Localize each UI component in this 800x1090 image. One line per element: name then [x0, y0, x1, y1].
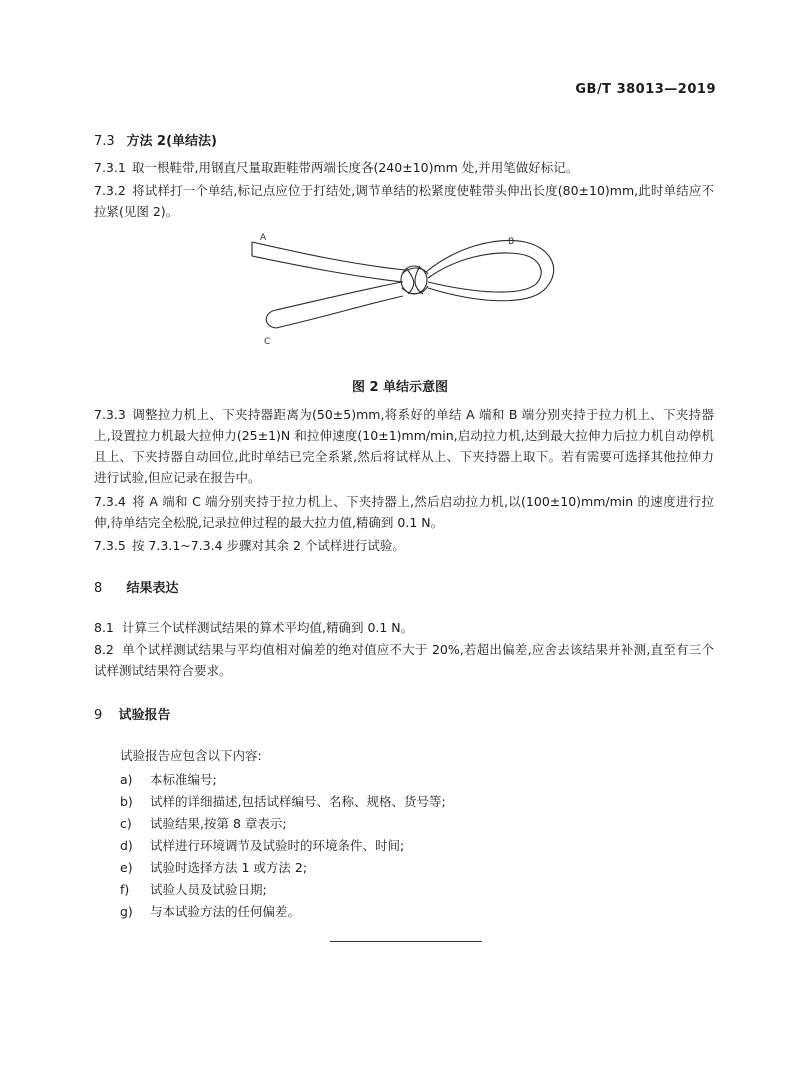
- paragraph-7-3-2: [94, 180, 714, 222]
- section-title: 方法 2(单结法): [126, 134, 217, 149]
- paragraph-8-1: [94, 617, 714, 638]
- clause-text: 取一根鞋带,用钢直尺量取距鞋带两端长度各(240±10)mm 处,并用笔做好标记。: [132, 160, 579, 175]
- clause-text: 调整拉力机上、下夹持器距离为(50±5)mm,将系好的单结 A 端和 B 端分别夹持于拉力机上、下夹持器上,设置拉力机最大拉伸力(25±1)N 和拉伸速度(10±1)mm/min,启动拉力机,达到最大拉伸力后拉力机自动停机且上、下夹持器自动回位,此时单结已完全系紧,然后将试样从上、下夹持器上取下。若有需要可选择其他拉伸力进行试验,但应记录在报告中。: [94, 407, 714, 485]
- clause-number: 8.2: [94, 642, 114, 657]
- report-intro: 试验报告应包含以下内容:: [120, 748, 262, 763]
- clause-text: 按 7.3.1~7.3.4 步骤对其余 2 个试样进行试验。: [132, 538, 405, 553]
- report-item-marker: e): [120, 860, 133, 875]
- report-item-text: 试样进行环境调节及试验时的环境条件、时间;: [150, 838, 405, 853]
- report-item: [120, 770, 217, 788]
- clause-text: 将 A 端和 C 端分别夹持于拉力机上、下夹持器上,然后启动拉力机,以(100±10)mm/min 的速度进行拉伸,待单结完全松脱,记录拉伸过程的最大拉力值,精确到 0.1 N。: [94, 494, 714, 530]
- label-a: A: [260, 233, 267, 243]
- report-item: [120, 902, 300, 920]
- report-item-text: 试样的详细描述,包括试样编号、名称、规格、货号等;: [150, 794, 446, 809]
- section-number: 7.3: [94, 134, 115, 149]
- section-9-heading: [94, 704, 171, 723]
- paragraph-7-3-4: [94, 491, 714, 533]
- report-item-text: 试验人员及试验日期;: [150, 882, 267, 897]
- report-item: [120, 858, 307, 876]
- report-item: [120, 836, 404, 854]
- section-title: 结果表达: [126, 581, 179, 596]
- report-item-marker: f): [120, 882, 130, 897]
- section-7-3-heading: [94, 130, 217, 149]
- clause-text: 将试样打一个单结,标记点应位于打结处,调节单结的松紧度使鞋带头伸出长度(80±10)mm,此时单结应不拉紧(见图 2)。: [94, 183, 714, 219]
- end-rule: [330, 941, 482, 942]
- clause-number: 7.3.5: [94, 538, 126, 553]
- paragraph-7-3-3: [94, 404, 714, 488]
- report-item-marker: d): [120, 838, 133, 853]
- report-item: [120, 880, 267, 898]
- report-item-marker: c): [120, 816, 132, 831]
- clause-text: 计算三个试样测试结果的算术平均值,精确到 0.1 N。: [122, 620, 414, 635]
- label-b: B: [508, 237, 515, 247]
- section-title: 试验报告: [118, 708, 171, 723]
- clause-number: 7.3.1: [94, 160, 126, 175]
- report-item-marker: g): [120, 904, 133, 919]
- clause-number: 7.3.3: [94, 407, 126, 422]
- clause-number: 7.3.4: [94, 494, 126, 509]
- paragraph-8-2: [94, 639, 714, 681]
- section-number: 9: [94, 708, 103, 723]
- standard-number: GB/T 38013—2019: [575, 82, 716, 97]
- section-number: 8: [94, 581, 103, 596]
- report-item: [120, 814, 287, 832]
- report-item-marker: b): [120, 794, 133, 809]
- report-item-text: 试验时选择方法 1 或方法 2;: [150, 860, 308, 875]
- clause-text: 单个试样测试结果与平均值相对偏差的绝对值应不大于 20%,若超出偏差,应舍去该结果并补测,直至有三个试样测试结果符合要求。: [94, 642, 714, 678]
- report-item-text: 与本试验方法的任何偏差。: [150, 904, 301, 919]
- label-c: C: [264, 337, 271, 347]
- figure-caption: 图 2 单结示意图: [351, 380, 449, 395]
- clause-number: 8.1: [94, 620, 114, 635]
- clause-number: 7.3.2: [94, 183, 126, 198]
- single-knot-diagram: [240, 228, 570, 358]
- paragraph-7-3-5: [94, 535, 714, 556]
- report-item: [120, 792, 446, 810]
- paragraph-7-3-1: [94, 157, 714, 178]
- section-8-heading: [94, 577, 179, 596]
- figure-2-single-knot: [240, 228, 570, 362]
- report-item-text: 本标准编号;: [150, 772, 217, 787]
- report-item-marker: a): [120, 772, 133, 787]
- report-item-text: 试验结果,按第 8 章表示;: [150, 816, 287, 831]
